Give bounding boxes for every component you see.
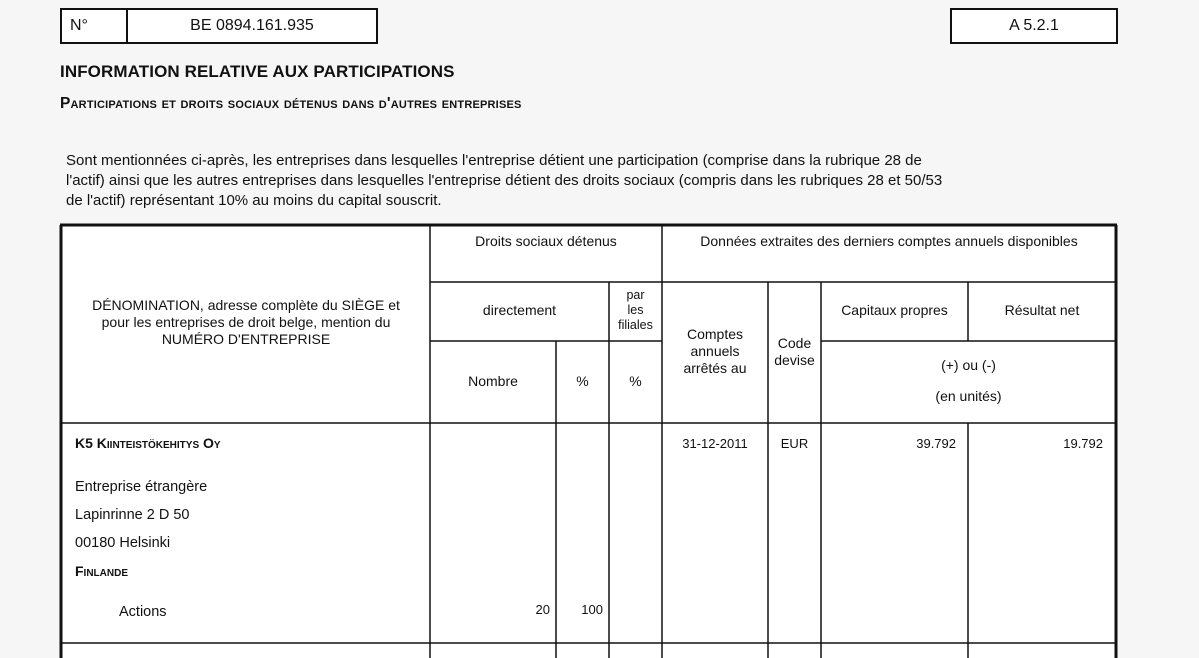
intro-line-2: l'actif) ainsi que les autres entreprises dans lesquelles l'entreprise détient des droits sociaux (compris dans les rubriques 28 et 50/53 [66, 172, 943, 189]
comptes-header [662, 326, 768, 377]
denomination-line-1: DÉNOMINATION, adresse complète du SIÈGE et [92, 297, 400, 313]
pct-filiales-header: % [629, 373, 642, 389]
entry-pct-direct: 100 [581, 602, 603, 617]
entry-city: 00180 Helsinki [75, 535, 171, 551]
entry-resultat: 19.792 [1063, 436, 1103, 451]
code-devise-header [768, 335, 821, 369]
entry-currency: EUR [780, 436, 809, 451]
donnees-header: Données extraites des derniers comptes annuels disponibles [700, 233, 1078, 249]
entry-type: Entreprise étrangère [75, 479, 208, 495]
directement-header: directement [482, 302, 557, 318]
denomination-line-3: NUMÉRO D'ENTREPRISE [161, 331, 331, 347]
capitaux-header: Capitaux propres [841, 302, 948, 318]
par-filiales-header [609, 288, 662, 333]
code-devise-line-2: devise [774, 352, 815, 368]
page-subtitle: Participations et droits sociaux détenus dans d'autres entreprises [60, 95, 522, 112]
plus-minus-header: (+) ou (-) [941, 357, 996, 373]
page-title: INFORMATION RELATIVE AUX PARTICIPATIONS [60, 62, 455, 81]
intro-line-3: de l'actif) représentant 10% au moins du capital souscrit. [66, 192, 442, 209]
droits-header: Droits sociaux détenus [475, 233, 617, 249]
entry-street: Lapinrinne 2 D 50 [75, 507, 190, 523]
section-code-text: A 5.2.1 [1009, 17, 1059, 34]
entry-name: K5 Kiinteistökehitys Oy [75, 435, 221, 451]
entry-holding-label: Actions [119, 604, 167, 620]
entry-capitaux: 39.792 [916, 436, 956, 451]
company-number-text: BE 0894.161.935 [190, 17, 314, 34]
par-filiales-line-3: filiales [618, 318, 653, 332]
intro-line-1: Sont mentionnées ci-après, les entreprises dans lesquelles l'entreprise détient une participation (comprise dans la rubrique 28 de [66, 152, 922, 169]
entry-date: 31-12-2011 [682, 436, 748, 451]
no-label-text: N° [70, 17, 88, 34]
col-denomination-header [62, 297, 430, 348]
nombre-header: Nombre [468, 373, 518, 389]
entry-country: Finlande [75, 563, 128, 579]
resultat-header: Résultat net [1004, 302, 1080, 318]
comptes-line-2: annuels [690, 343, 740, 359]
comptes-line-3: arrêtés au [683, 360, 747, 376]
pct-direct-header: % [576, 373, 589, 389]
en-unites-header: (en unités) [935, 388, 1002, 404]
comptes-line-1: Comptes [686, 326, 744, 342]
code-devise-line-1: Code [777, 335, 812, 351]
denomination-line-2: pour les entreprises de droit belge, mention du [101, 314, 391, 330]
par-filiales-line-1: par [626, 288, 645, 302]
par-filiales-line-2: les [627, 303, 644, 317]
entry-nombre: 20 [535, 602, 550, 617]
